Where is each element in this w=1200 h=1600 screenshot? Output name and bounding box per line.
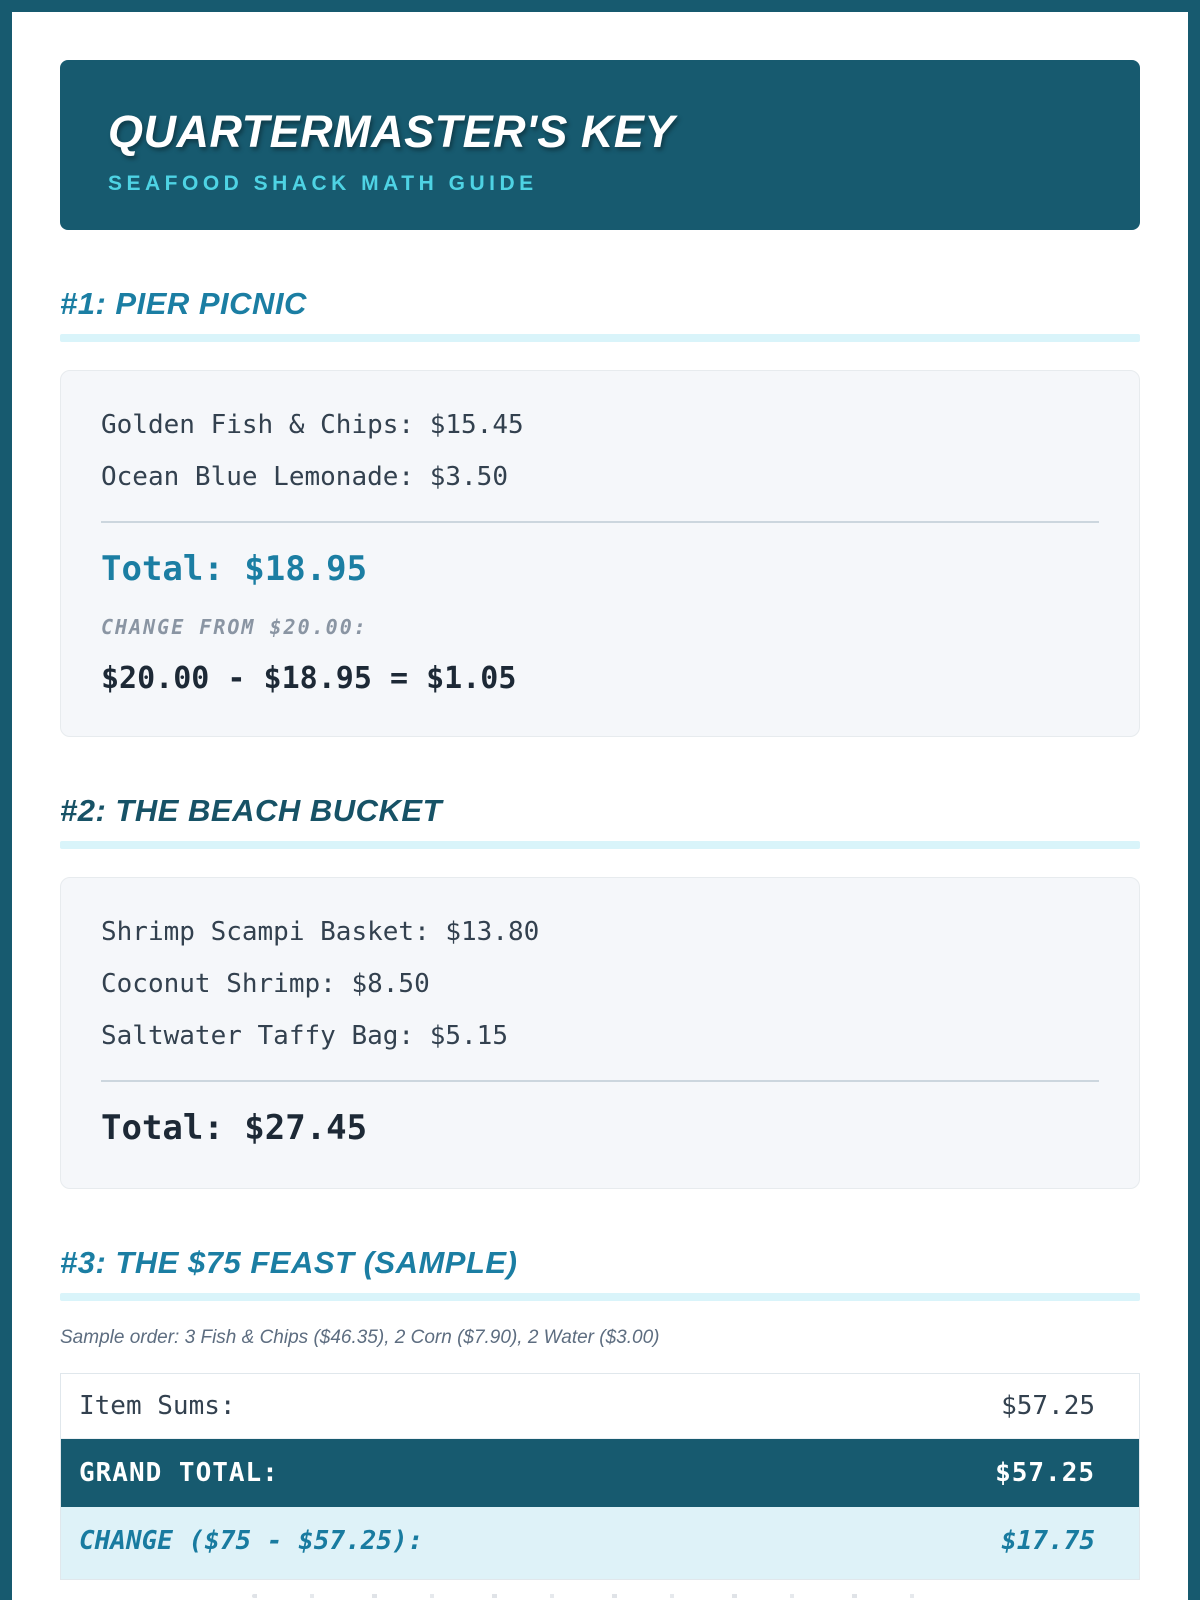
heading-underline	[60, 334, 1140, 342]
sample-order-note: Sample order: 3 Fish & Chips ($46.35), 2 Corn ($7.90), 2 Water ($3.00)	[60, 1327, 660, 1348]
line-item: Coconut Shrimp: $8.50	[101, 969, 430, 999]
header-banner	[60, 60, 1140, 230]
work-box	[60, 370, 1140, 737]
change-equation: $20.00 - $18.95 = $1.05	[101, 661, 517, 696]
line-item: Saltwater Taffy Bag: $5.15	[101, 1021, 508, 1051]
line-item: Ocean Blue Lemonade: $3.50	[101, 462, 508, 492]
section-heading: #1: PIER PICNIC	[60, 286, 307, 321]
divider	[101, 1080, 1099, 1082]
page	[12, 12, 1188, 1580]
page-subtitle: SEAFOOD SHACK MATH GUIDE	[108, 172, 538, 195]
heading-underline	[60, 841, 1140, 849]
section-heading: #2: THE BEACH BUCKET	[60, 793, 443, 828]
row-value: $57.25	[1001, 1391, 1095, 1421]
row-label: Item Sums:	[79, 1391, 236, 1421]
work-box	[60, 877, 1140, 1189]
divider	[101, 521, 1099, 523]
clipped-footer-text	[252, 1594, 952, 1598]
heading-underline	[60, 1293, 1140, 1301]
total-line: Total: $18.95	[101, 549, 368, 589]
row-label: GRAND TOTAL:	[79, 1458, 279, 1488]
section-heading: #3: THE $75 FEAST (SAMPLE)	[60, 1245, 518, 1280]
section-75-feast	[60, 1245, 1140, 1580]
row-value: $17.75	[1001, 1526, 1095, 1556]
table-row-change	[61, 1507, 1139, 1579]
change-label: CHANGE FROM $20.00:	[101, 615, 368, 639]
section-beach-bucket	[60, 793, 1140, 1189]
table-row-grand-total	[61, 1439, 1139, 1507]
line-item: Golden Fish & Chips: $15.45	[101, 410, 524, 440]
section-pier-picnic	[60, 286, 1140, 737]
summary-table	[60, 1373, 1140, 1580]
row-value: $57.25	[995, 1458, 1095, 1488]
page-title: QUARTERMASTER'S KEY	[108, 106, 675, 157]
row-label: CHANGE ($75 - $57.25):	[79, 1526, 424, 1556]
table-row-item-sums	[61, 1374, 1139, 1439]
total-line: Total: $27.45	[101, 1108, 368, 1148]
line-item: Shrimp Scampi Basket: $13.80	[101, 917, 540, 947]
